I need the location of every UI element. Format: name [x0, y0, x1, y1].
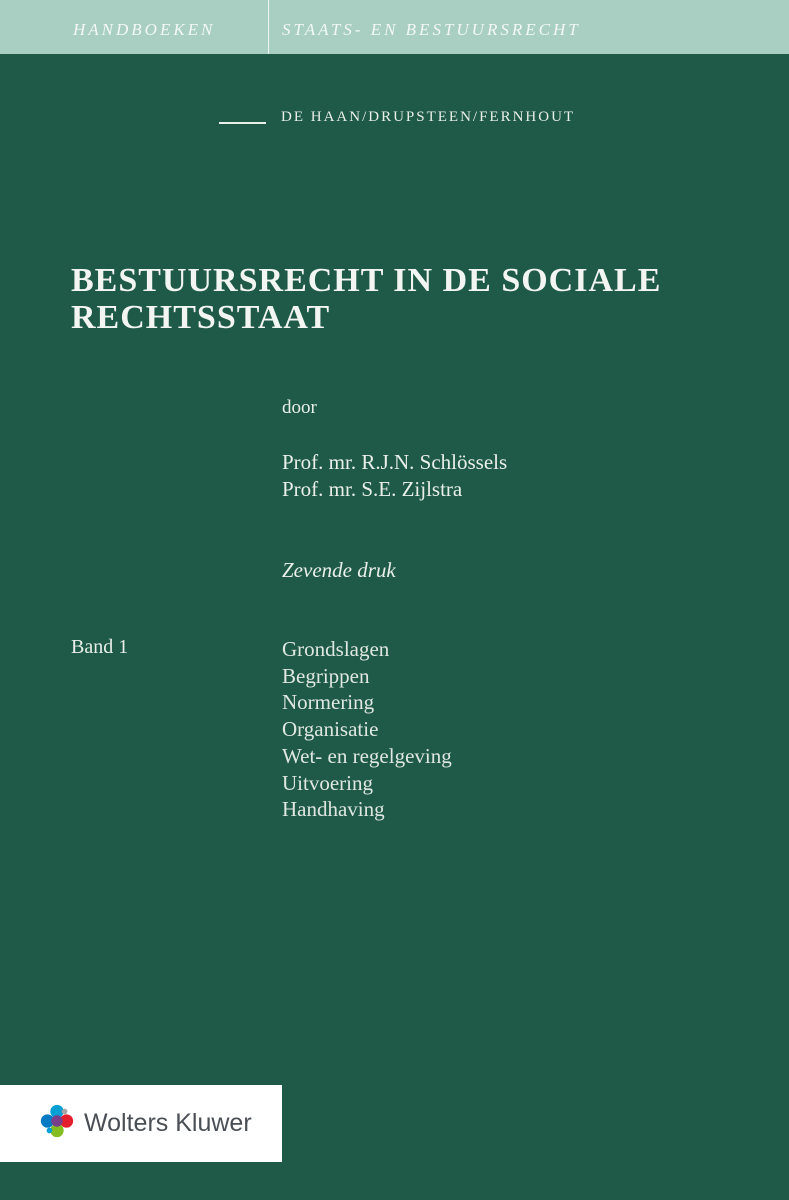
series-subject: STAATS- EN BESTUURSRECHT	[282, 20, 581, 39]
contents-item: Grondslagen	[282, 637, 390, 661]
by-label: door	[282, 397, 317, 418]
contents-item: Normering	[282, 690, 375, 715]
series-label: HANDBOEKEN	[73, 20, 216, 39]
contents-item: Begrippen	[282, 663, 370, 688]
contents-list	[282, 636, 452, 823]
volume-label: Band 1	[71, 636, 129, 658]
series-band	[0, 0, 789, 54]
contents-item: Wet- en regelgeving	[282, 743, 452, 768]
series-divider	[268, 0, 269, 54]
contents-item: Uitvoering	[282, 770, 373, 795]
wolters-kluwer-logo-icon	[38, 1102, 76, 1140]
series-editors: DE HAAN/DRUPSTEEN/FERNHOUT	[281, 109, 576, 125]
publisher-logo-box	[0, 1085, 282, 1162]
title-line-2: RECHTSSTAAT	[71, 299, 331, 336]
contents-item: Handhaving	[282, 797, 385, 822]
contents-item: Organisatie	[282, 717, 379, 742]
editors-rule	[219, 122, 266, 124]
author-2: Prof. mr. S.E. Zijlstra	[282, 477, 463, 501]
edition-label: Zevende druk	[282, 558, 396, 582]
title-line-1: BESTUURSRECHT IN DE SOCIALE	[71, 262, 662, 299]
publisher-name: Wolters Kluwer	[84, 1109, 252, 1137]
author-1: Prof. mr. R.J.N. Schlössels	[282, 450, 508, 474]
book-title	[71, 262, 761, 336]
